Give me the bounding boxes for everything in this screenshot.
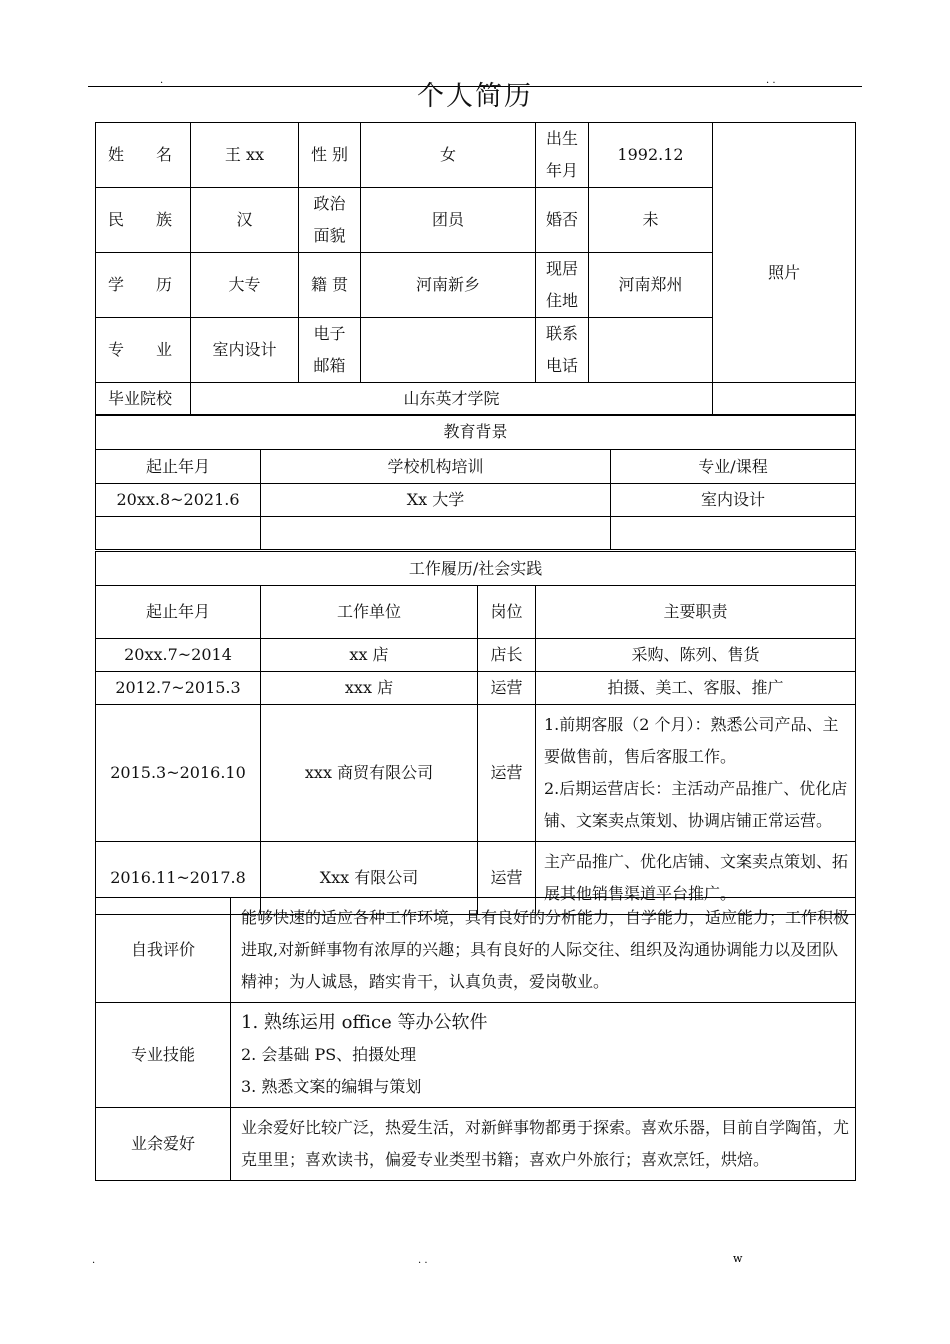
hobbies-text: 业余爱好比较广泛，热爱生活，对新鲜事物都勇于探索。喜欢乐器，目前自学陶笛，尤克里里；喜欢读书，偏爱专业类型书籍；喜欢户外旅行；喜欢烹饪，烘焙。 (231, 1108, 856, 1181)
skill-item: 3. 熟悉文案的编辑与策划 (241, 1077, 422, 1096)
work-row-duties: 1.前期客服（2 个月）：熟悉公司产品、主要做售前，售后客服工作。 2.后期运营店长：主活动产品推广、优化店铺、文案卖点策划、协调店铺正常运营。 (536, 705, 856, 842)
edu-header-period: 起止年月 (96, 450, 261, 484)
edu-row-school (261, 517, 611, 550)
phone-value (589, 318, 713, 383)
skill-item: 1. 熟练运用 office 等办公软件 (241, 1012, 488, 1033)
work-row-role: 运营 (478, 842, 536, 915)
edu-header-major: 专业/课程 (611, 450, 856, 484)
footer-mark-mid: . . (418, 1255, 428, 1266)
edu-row-major (611, 517, 856, 550)
work-row-period: 20xx.7~2014 (96, 639, 261, 672)
edu-value: 大专 (191, 253, 299, 318)
work-row-company: xxx 店 (261, 672, 478, 705)
header-mark-right: . . (766, 75, 776, 86)
work-row-company: xx 店 (261, 639, 478, 672)
work-title: 工作履历/社会实践 (96, 552, 856, 586)
education-title: 教育背景 (96, 415, 856, 450)
edu-row-period: 20xx.8~2021.6 (96, 484, 261, 517)
work-row-duties: 拍摄、美工、客服、推广 (536, 672, 856, 705)
work-row-period: 2016.11~2017.8 (96, 842, 261, 915)
page-title: 个人简历 (417, 81, 533, 112)
work-row-period: 2012.7~2015.3 (96, 672, 261, 705)
hobbies-label: 业余爱好 (96, 1108, 231, 1181)
work-row-period: 2015.3~2016.10 (96, 705, 261, 842)
basic-info-table (95, 122, 856, 416)
birth-label: 出生 年月 (536, 123, 589, 188)
name-label: 姓 名 (96, 123, 191, 188)
self-eval-text: 能够快速的适应各种工作环境，具有良好的分析能力，自学能力，适应能力；工作积极进取,对新鲜事物有浓厚的兴趣；具有良好的人际交往、组织及沟通协调能力以及团队精神；为人诚恳，踏实肯干，认真负责，爱岗敬业。 (231, 898, 856, 1003)
work-row-role: 店长 (478, 639, 536, 672)
edu-row-period (96, 517, 261, 550)
summary-table (95, 897, 856, 1181)
marital-value: 未 (589, 188, 713, 253)
footer-mark-right: w (733, 1252, 743, 1265)
work-header-company: 工作单位 (261, 586, 478, 639)
ethnic-label: 民 族 (96, 188, 191, 253)
edu-header-school: 学校机构培训 (261, 450, 611, 484)
gender-value: 女 (361, 123, 536, 188)
marital-label: 婚否 (536, 188, 589, 253)
work-header-period: 起止年月 (96, 586, 261, 639)
education-table (95, 414, 856, 550)
gender-label: 性 别 (299, 123, 361, 188)
work-row-duties: 采购、陈列、售货 (536, 639, 856, 672)
work-header-duties: 主要职责 (536, 586, 856, 639)
origin-value: 河南新乡 (361, 253, 536, 318)
work-row-company: Xxx 有限公司 (261, 842, 478, 915)
edu-label: 学 历 (96, 253, 191, 318)
footer-mark-left: . (92, 1255, 96, 1266)
ethnic-value: 汉 (191, 188, 299, 253)
residence-value: 河南郑州 (589, 253, 713, 318)
edu-row-school: Xx 大学 (261, 484, 611, 517)
politics-value: 团员 (361, 188, 536, 253)
origin-label: 籍 贯 (299, 253, 361, 318)
email-value (361, 318, 536, 383)
residence-label: 现居 住地 (536, 253, 589, 318)
birth-value: 1992.12 (589, 123, 713, 188)
name-value: 王 xx (191, 123, 299, 188)
work-row-role: 运营 (478, 672, 536, 705)
school-label: 毕业院校 (96, 383, 191, 416)
work-row-duties: 主产品推广、优化店铺、文案卖点策划、拓展其他销售渠道平台推广。 (536, 842, 856, 915)
work-row-company: xxx 商贸有限公司 (261, 705, 478, 842)
work-header-role: 岗位 (478, 586, 536, 639)
photo-spacer (713, 383, 856, 416)
email-label: 电子 邮箱 (299, 318, 361, 383)
self-eval-label: 自我评价 (96, 898, 231, 1003)
school-value: 山东英才学院 (191, 383, 713, 416)
major-label: 专 业 (96, 318, 191, 383)
header-mark-left: . (160, 75, 164, 86)
edu-row-major: 室内设计 (611, 484, 856, 517)
skill-item: 2. 会基础 PS、拍摄处理 (241, 1045, 417, 1064)
phone-label: 联系 电话 (536, 318, 589, 383)
skills-list (231, 1003, 856, 1108)
work-table (95, 551, 856, 915)
major-value: 室内设计 (191, 318, 299, 383)
politics-label: 政治 面貌 (299, 188, 361, 253)
photo-placeholder: 照片 (713, 123, 856, 383)
work-row-role: 运营 (478, 705, 536, 842)
skills-label: 专业技能 (96, 1003, 231, 1108)
